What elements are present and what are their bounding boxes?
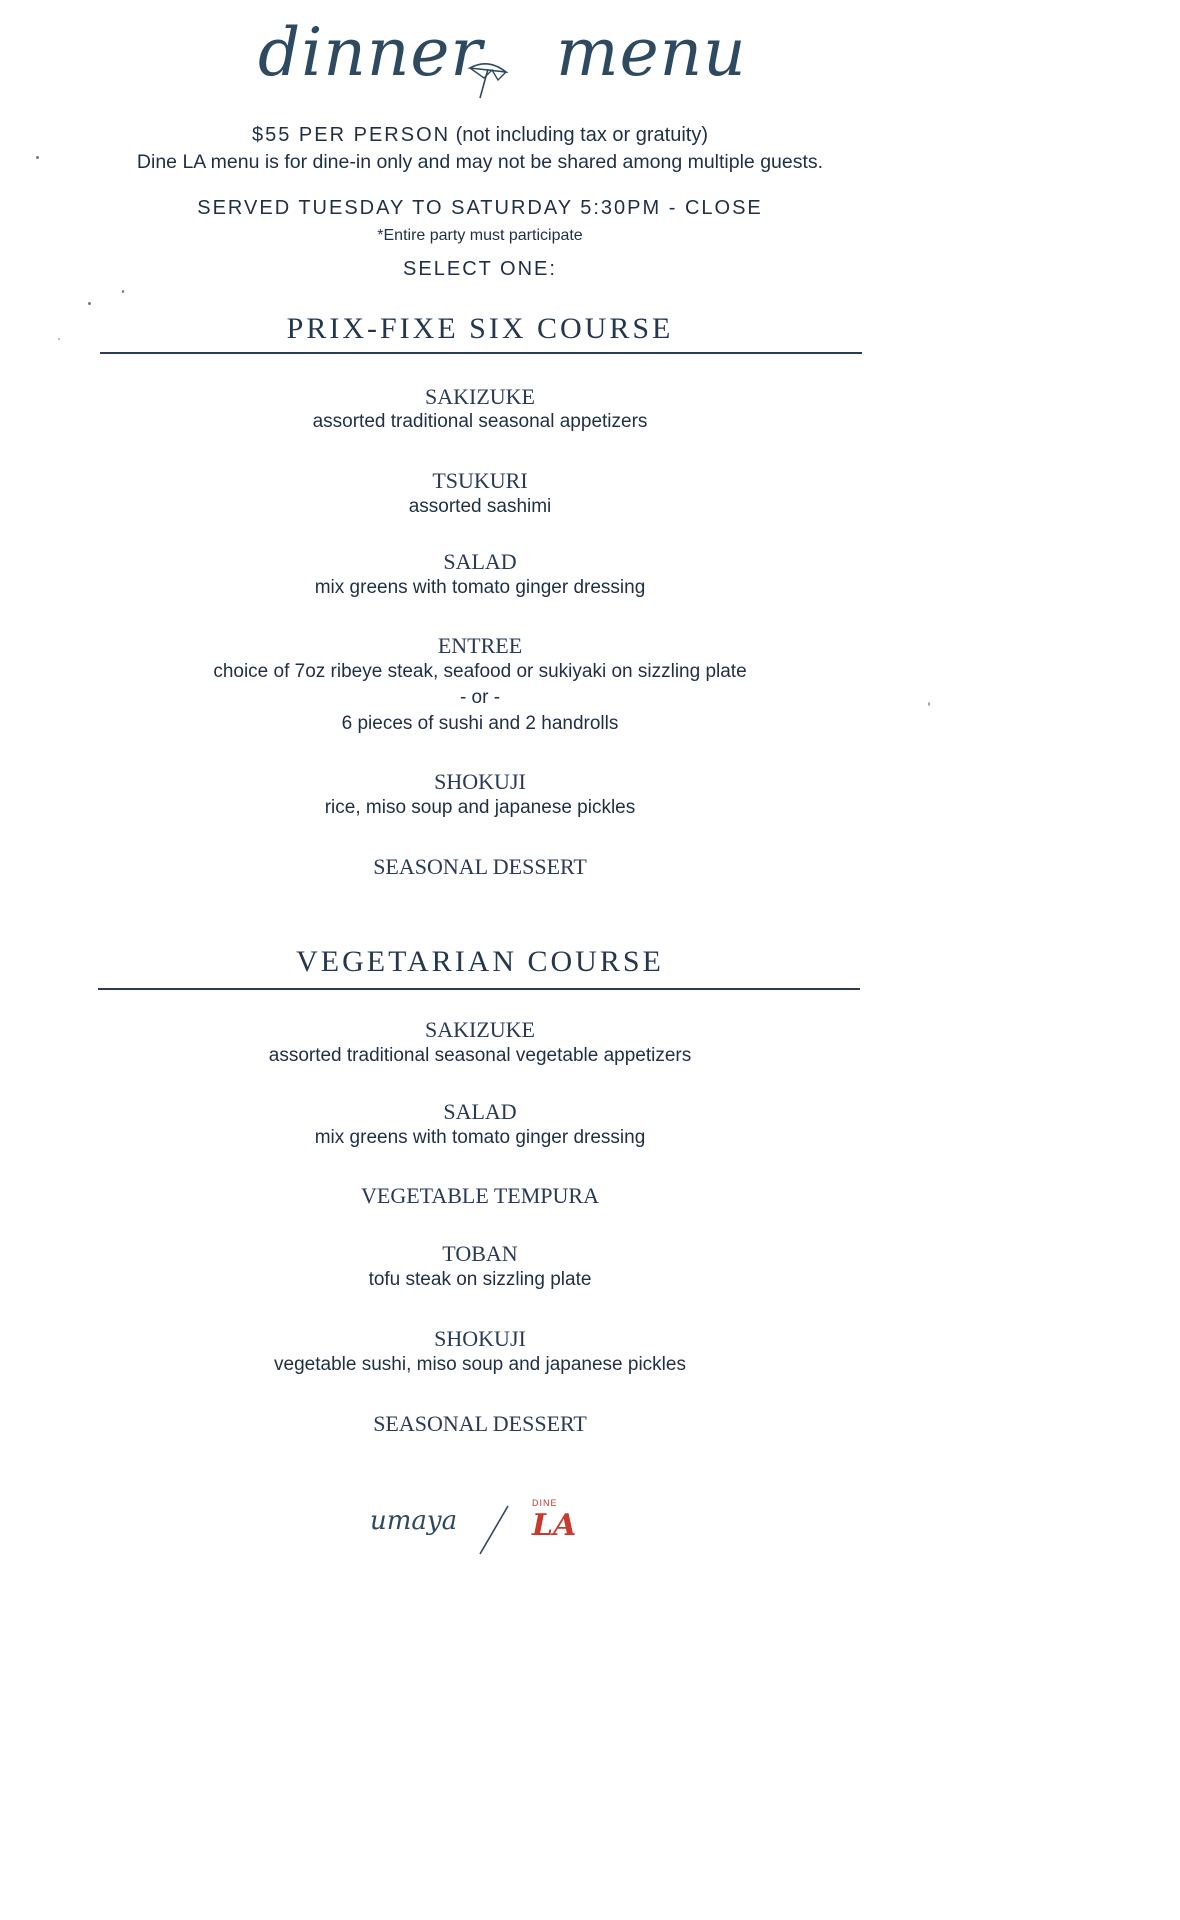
select-one: SELECT ONE: [403,258,557,280]
course-name: SAKIZUKE [425,384,535,409]
course-description: choice of 7oz ribeye steak, seafood or sukiyaki on sizzling plate [213,661,747,682]
umaya-logo: umaya [370,1506,458,1536]
scan-speck [58,338,60,340]
price-note: (not including tax or gratuity) [455,124,708,146]
course-name: SALAD [443,549,517,574]
section-title-vegetarian: VEGETARIAN COURSE [296,945,664,978]
party-note: *Entire party must participate [377,227,583,244]
scan-speck [88,302,91,305]
course-description: assorted traditional seasonal vegetable appetizers [268,1045,692,1066]
course-description: assorted traditional seasonal appetizers [312,411,648,432]
course-or-separator: - or - [459,687,501,708]
scan-speck [122,290,124,293]
price-text: $55 PER PERSON [252,124,451,146]
course-name: SHOKUJI [434,1326,526,1351]
course-description: mix greens with tomato ginger dressing [314,577,646,598]
section-divider [100,352,862,354]
course-name: SHOKUJI [434,769,526,794]
course-name: ENTREE [437,633,523,658]
course-name: SEASONAL DESSERT [373,854,587,879]
course-description: assorted sashimi [408,496,552,517]
section-divider [98,988,860,990]
course-name: TOBAN [442,1241,518,1266]
course-name: SAKIZUKE [425,1017,535,1042]
dine-la-logo-la: LA [532,1508,577,1543]
course-description: mix greens with tomato ginger dressing [314,1127,646,1148]
section-title-prix-fixe: PRIX-FIXE SIX COURSE [286,312,674,345]
course-name: SALAD [443,1099,517,1124]
course-description: rice, miso soup and japanese pickles [324,797,636,818]
umbrella-icon [462,56,522,102]
scan-speck [36,156,39,159]
dine-la-note: Dine LA menu is for dine-in only and may not be shared among multiple guests. [136,151,824,173]
course-description: vegetable sushi, miso soup and japanese pickles [274,1354,686,1375]
course-name: TSUKURI [432,468,528,493]
scan-speck [928,702,930,706]
course-name: SEASONAL DESSERT [373,1411,587,1436]
dine-la-logo-dine: DINE [532,1498,558,1508]
header-word-dinner: dinner [258,14,483,91]
menu-header [0,14,960,115]
served-days: SERVED TUESDAY TO SATURDAY 5:30PM - CLOSE [197,197,763,219]
course-description: tofu steak on sizzling plate [368,1269,592,1290]
price-line [0,124,960,147]
slash-divider-icon [472,1504,512,1556]
header-word-menu: menu [556,14,747,91]
course-alternative: 6 pieces of sushi and 2 handrolls [341,713,619,734]
course-name: VEGETABLE TEMPURA [361,1183,599,1208]
footer-logos [360,1498,600,1558]
